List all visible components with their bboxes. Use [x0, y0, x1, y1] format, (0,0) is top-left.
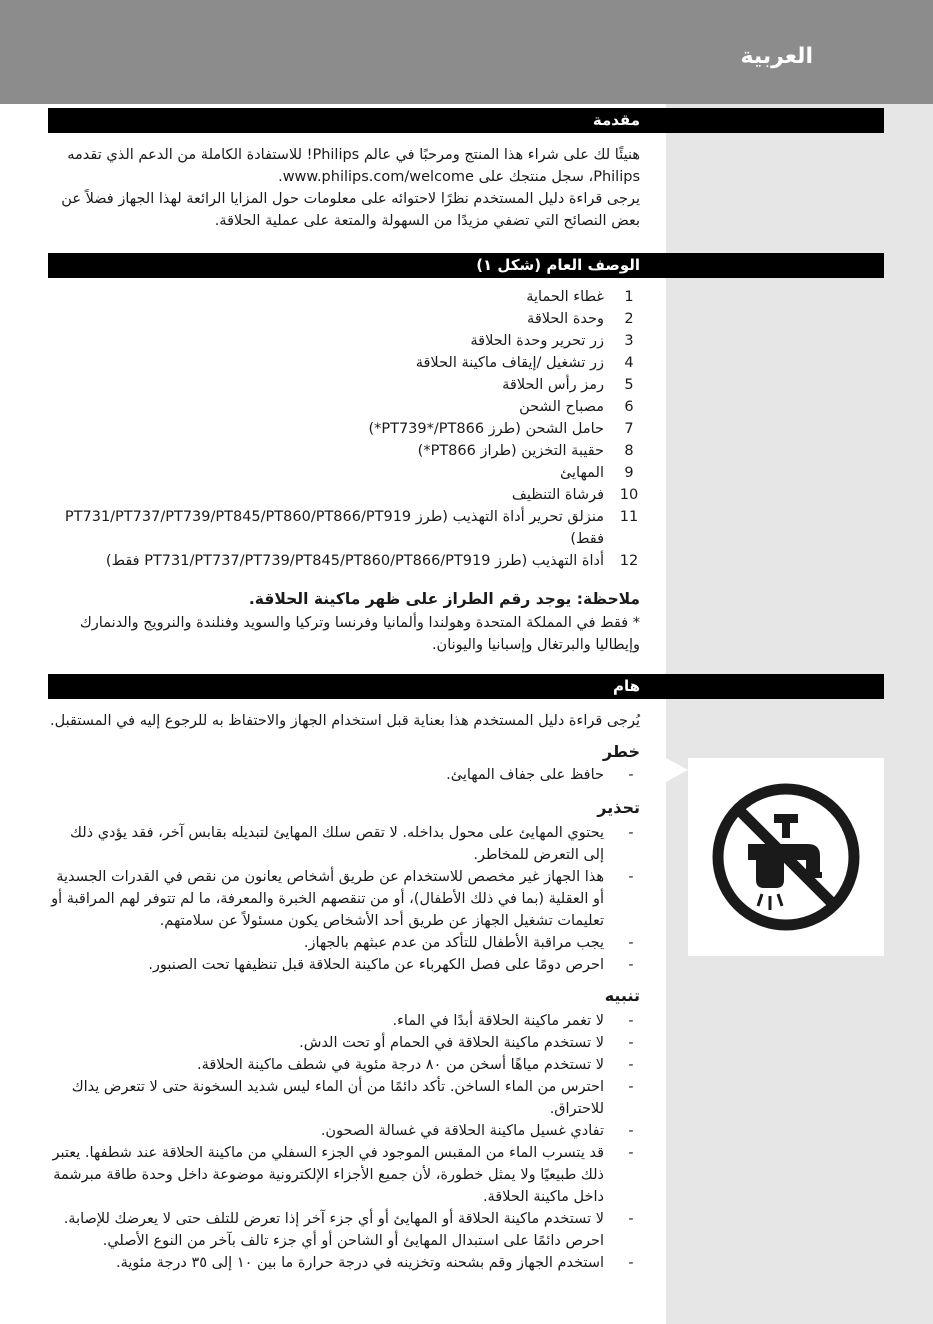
list-item: - لا تستخدم مياهًا أسخن من ٨٠ درجة مئوية في شطف ماكينة الحلاقة.: [197, 1057, 634, 1073]
list-item: 2 وحدة الحلاقة: [527, 311, 634, 327]
caution-list: [48, 1010, 640, 1274]
intro-text: [48, 144, 640, 232]
side-margin-strip: [666, 104, 933, 1324]
list-item: - لا تستخدم ماكينة الحلاقة أو المهايئ أو أي جزء آخر إذا تعرض للتلف حتى لا يعرضك للإصابة. احرص دائمًا على استبدال المهايئ أو الشاحن أو أي جزء تالف بآخر من النوع الأصلي.: [63, 1211, 634, 1249]
warning-title: تحذير: [597, 798, 640, 817]
list-item: - تفادي غسيل ماكينة الحلاقة في غسالة الصحون.: [320, 1123, 634, 1139]
pointer-arrow: [666, 758, 688, 782]
list-item: 6 مصباح الشحن: [519, 399, 634, 415]
list-item: - يحتوي المهايئ على محول بداخله. لا تقص سلك المهايئ لتبديله بقابس آخر، فقد يؤدي ذلك إلى التعرض للمخاطر.: [69, 825, 634, 863]
intro-heading: مقدمة: [592, 111, 640, 129]
no-water-illustration: [688, 758, 884, 956]
list-item: - استخدم الجهاز وقم بشحنه وتخزينه في درجة حرارة ما بين ١٠ إلى ٣٥ درجة مئوية.: [116, 1255, 634, 1271]
list-item: 4 زر تشغيل /إيقاف ماكينة الحلاقة: [415, 355, 634, 371]
list-item: 9 المهايئ: [559, 465, 634, 481]
list-item: - حافظ على جفاف المهايئ.: [446, 767, 634, 783]
list-item: - يجب مراقبة الأطفال للتأكد من عدم عبثهم بالجهاز.: [303, 935, 634, 951]
list-item: - هذا الجهاز غير مخصص للاستخدام عن طريق أشخاص يعانون من نقص في القدرات الجسدية أو العقلية (بما في ذلك الأطفال)، أو من تنقصهم الخبرة والمعرفة، ما لم تتوفر لهم المراقبة أو تعليمات تشغيل الجهاز عن طريق أحد الأشخاص يكون مسئولاً عن سلامتهم.: [51, 869, 634, 929]
general-heading: الوصف العام (شكل ١): [476, 256, 640, 274]
note-text: * فقط في المملكة المتحدة وهولندا وألمانيا وفرنسا وتركيا والسويد وفنلندة والنرويج والدنمارك وإيطاليا والبرتغال وإسبانيا واليونان.: [79, 615, 640, 653]
list-item: 10 فرشاة التنظيف: [511, 487, 639, 503]
language-title: العربية: [740, 44, 813, 69]
danger-list: [48, 764, 640, 786]
list-item: 12 أداة التهذيب (طرز PT731/PT737/PT739/PT845/PT860/PT866/PT919 فقط): [105, 553, 639, 569]
list-item: - احرص دومًا على فصل الكهرباء عن ماكينة الحلاقة قبل تنظيفها تحت الصنبور.: [148, 957, 634, 973]
important-heading: هام: [612, 677, 640, 695]
section-bar-general: [48, 253, 884, 278]
list-item: - قد يتسرب الماء من المقبس الموجود في الجزء السفلي من ماكينة الحلاقة عند شطفها. يعتبر ذلك طبيعيًا ولا يمثل خطورة، لأن جميع الأجزاء الإلكترونية موضوعة داخل وحدة طاقة مبرشمة داخل ماكينة الحلاقة.: [52, 1145, 634, 1205]
intro-line: يرجى قراءة دليل المستخدم نظرًا لاحتوائه على معلومات حول المزايا الرائعة لهذا الجهاز فضلاً عن بعض النصائح التي تضفي مزيدًا من السهولة والمتعة على عملية الحلاقة.: [61, 191, 640, 229]
list-item: 5 رمز رأس الحلاقة: [502, 377, 634, 393]
list-item: - لا تستخدم ماكينة الحلاقة في الحمام أو تحت الدش.: [299, 1035, 634, 1051]
note-title: ملاحظة: يوجد رقم الطراز على ظهر ماكينة الحلاقة.: [248, 590, 640, 608]
list-item: 3 زر تحرير وحدة الحلاقة: [470, 333, 634, 349]
caution-title: تنبيه: [604, 986, 640, 1005]
no-water-tap-icon: [688, 758, 884, 956]
list-item: 7 حامل الشحن (طرز PT739*/PT866*): [368, 421, 634, 437]
warning-list: [48, 822, 640, 976]
important-intro: يُرجى قراءة دليل المستخدم هذا بعناية قبل استخدام الجهاز والاحتفاظ به للرجوع إليه في المستقبل.: [50, 713, 640, 729]
intro-line: هنيئًا لك على شراء هذا المنتج ومرحبًا في عالم Philips! للاستفادة الكاملة من الدعم الذي تقدمه Philips، سجل منتجك على www.philips.com/welcome.: [67, 147, 640, 185]
section-bar-intro: [48, 108, 884, 133]
list-item: 1 غطاء الحماية: [526, 289, 634, 305]
section-bar-important: [48, 674, 884, 699]
danger-title: خطر: [602, 742, 640, 761]
list-item: 8 حقيبة التخزين (طراز PT866*): [417, 443, 634, 459]
list-item: - احترس من الماء الساخن. تأكد دائمًا من أن الماء ليس شديد السخونة حتى لا تتعرض يداك للاحتراق.: [71, 1079, 634, 1117]
list-item: 11 منزلق تحرير أداة التهذيب (طرز PT731/PT737/PT739/PT845/PT860/PT866/PT919 فقط): [64, 509, 639, 547]
list-item: - لا تغمر ماكينة الحلاقة أبدًا في الماء.: [392, 1013, 634, 1029]
parts-list: [48, 286, 640, 572]
